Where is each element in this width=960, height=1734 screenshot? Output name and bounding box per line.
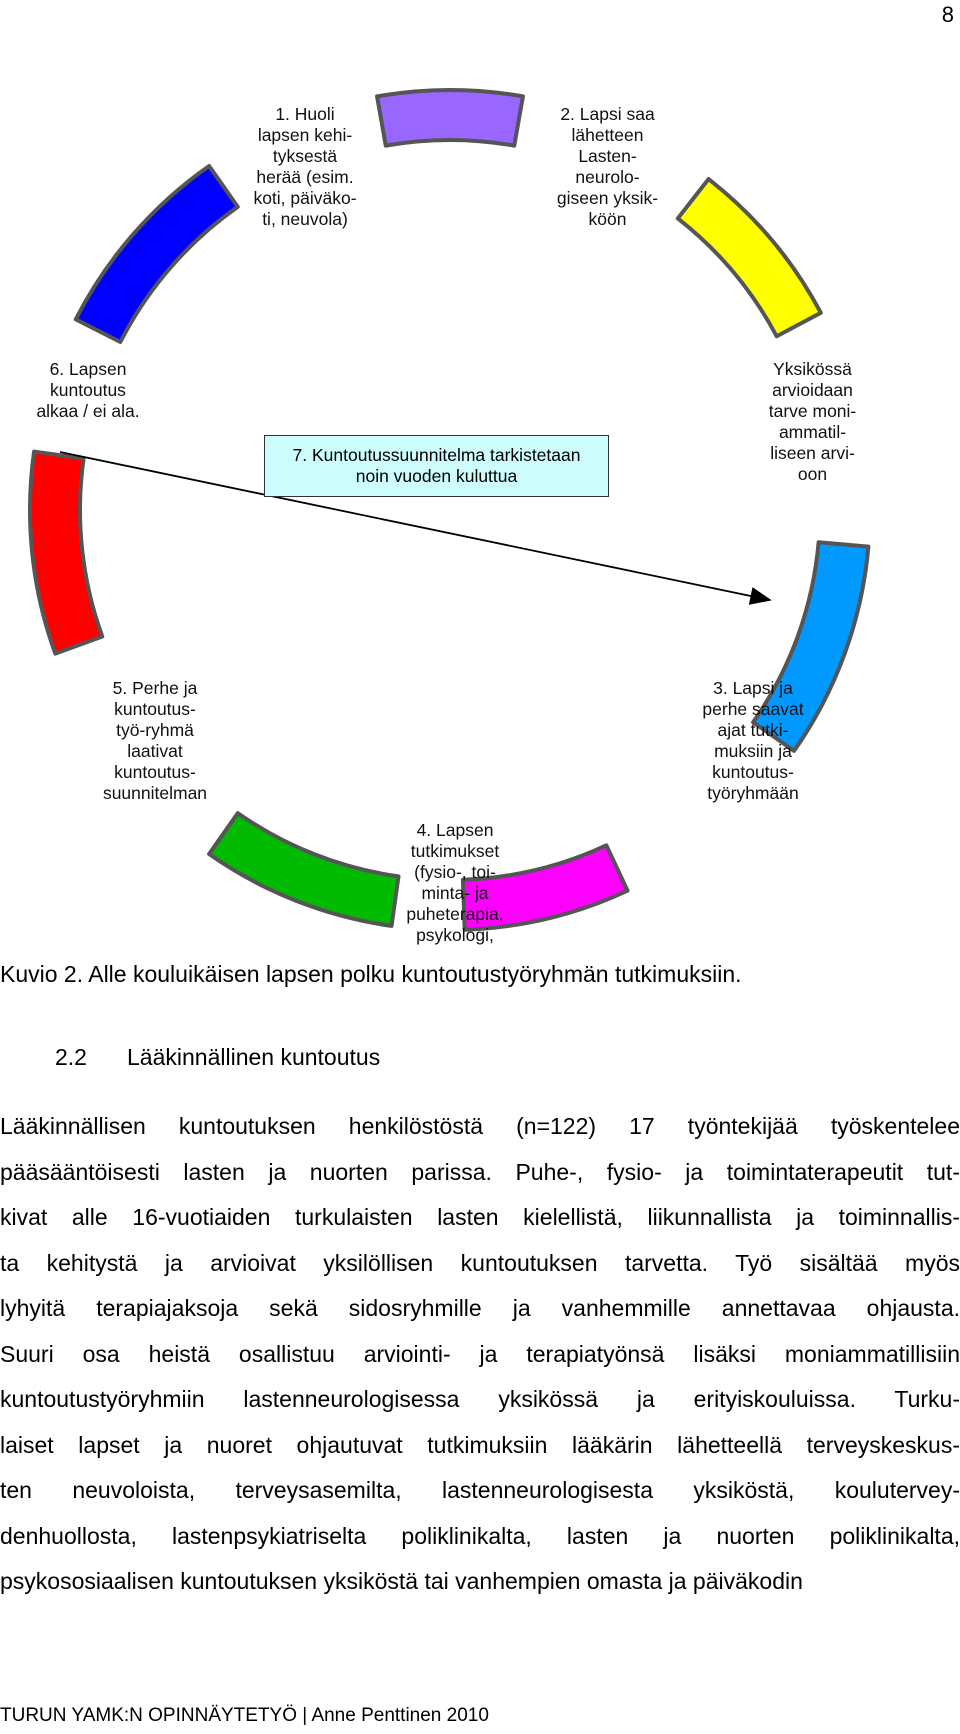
step-6-label: 6. Lapsen kuntoutus alkaa / ei ala. [36,359,140,421]
body-line: Suuri osa heistä osallistuu arviointi- ja terapiatyönsä lisäksi moniammatillisiin [0,1340,960,1367]
step-1-label: 1. Huoli lapsen kehi- tyksestä herää (esim. koti, päiväko- ti, neuvola) [253,104,357,229]
cycle-segment-yellow [678,179,821,336]
step-4-label: 4. Lapsen tutkimukset (fysio-, toi- minta- ja puheterapia, psykologi, [406,820,504,945]
section-title: Lääkinnällinen kuntoutus [127,1044,381,1070]
figure-caption: Kuvio 2. Alle kouluikäisen lapsen polku kuntoutustyöryhmän tutkimuksiin. [0,961,742,987]
body-line: kivat alle 16-vuotiaiden turkulaisten lasten kielellistä, liikunnallista ja toiminnallis- [0,1204,960,1230]
step-7-box: 7. Kuntoutussuunnitelma tarkistetaan noin vuoden kuluttua [264,435,609,497]
body-line: pääsääntöisesti lasten ja nuorten parissa. Puhe-, fysio- ja toimintaterapeutit tut- [0,1158,960,1185]
body-line: kuntoutustyöryhmiin lastenneurologisessa yksikössä ja erityiskouluissa. Turku- [0,1386,960,1412]
body-line: ten neuvoloista, terveysasemilta, lastenneurologisesta yksiköstä, koulutervey- [0,1477,960,1503]
cycle-segment-green [209,813,398,926]
step-5-label: 5. Perhe ja kuntoutus- työ-ryhmä laativat kuntoutus- suunnitelman [102,678,208,803]
body-line: Lääkinnällisen kuntoutuksen henkilöstöstä (n=122) 17 työntekijää työskentelee [0,1113,960,1139]
body-line: laiset lapset ja nuoret ohjautuvat tutkimuksiin lääkärin lähetteellä terveyskeskus- [0,1431,960,1458]
section-heading [55,1044,380,1071]
body-line: lyhyitä terapiajaksoja sekä sidosryhmille ja vanhemmille annettavaa ohjausta. [0,1295,960,1321]
page-footer: TURUN YAMK:N OPINNÄYTETYÖ | Anne Penttinen 2010 [0,1705,489,1726]
section-number: 2.2 [55,1044,87,1070]
cycle-segment-red [30,452,102,654]
cycle-segment-blue [76,166,238,342]
body-line: psykososiaalisen kuntoutuksen yksiköstä tai vanhempien omasta ja päiväkodin [0,1568,803,1594]
page-number: 8 [941,2,954,27]
body-line: denhuollosta, lastenpsykiatriselta poliklinikalta, lasten ja nuorten poliklinikalta, [0,1522,960,1549]
body-line: ta kehitystä ja arvioivat yksilöllisen kuntoutuksen tarvetta. Työ sisältää myös [0,1249,960,1276]
cycle-segment-purple [377,90,523,146]
step-3-label: 3. Lapsi ja perhe saavat ajat tutki- muksiin ja kuntoutus- työryhmään [702,678,804,803]
step-2-label: 2. Lapsi saa lähetteen Lasten- neurolo- giseen yksik- köön [556,104,659,229]
step-2-assessment-label: Yksikössä arvioidaan tarve moni- ammatil- liseen arvi- oon [768,359,857,484]
